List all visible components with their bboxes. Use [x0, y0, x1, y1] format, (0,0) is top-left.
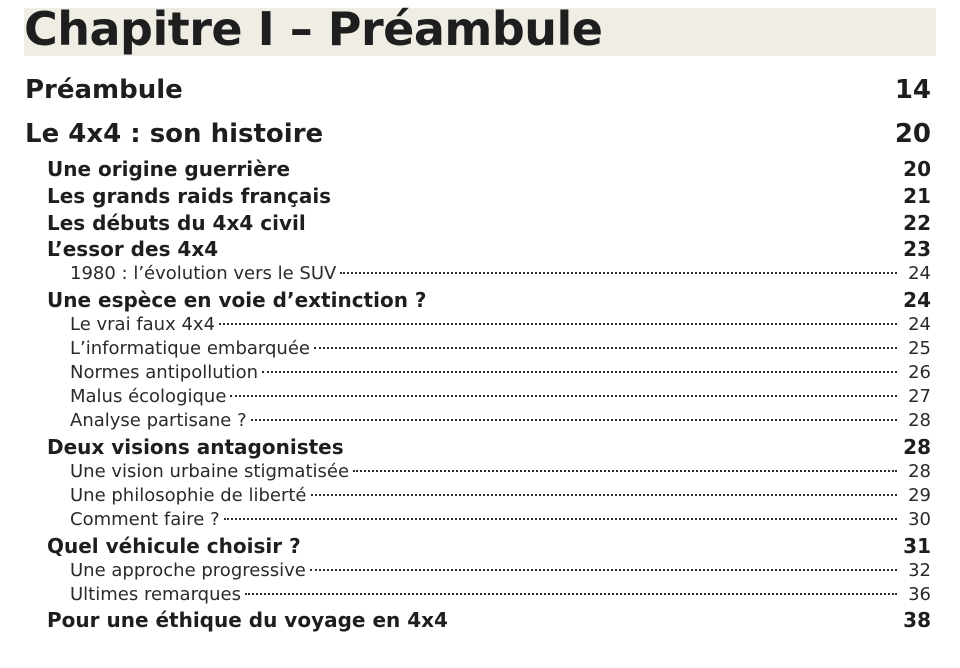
- dot-leader: [340, 272, 897, 274]
- toc-entry[interactable]: [70, 262, 931, 286]
- toc-page-number: 28: [903, 435, 931, 459]
- toc-entry-title: Les grands raids français: [47, 184, 332, 208]
- toc-page-number: 38: [903, 608, 931, 632]
- toc-entry[interactable]: [47, 434, 931, 460]
- toc-entry[interactable]: [70, 337, 931, 361]
- toc-page-number: 23: [903, 237, 931, 261]
- chapter-title: Chapitre I – Préambule: [24, 2, 603, 56]
- dot-leader: [353, 470, 897, 472]
- toc-entry-title: L’essor des 4x4: [47, 237, 219, 261]
- toc-entry[interactable]: [47, 156, 931, 182]
- toc-page-number: 21: [903, 184, 931, 208]
- toc-entry[interactable]: [70, 361, 931, 385]
- toc-page-number: 24: [903, 288, 931, 312]
- toc-entry-title: Malus écologique: [70, 386, 227, 407]
- chapter-header: [24, 2, 936, 56]
- toc-entry-title: Une vision urbaine stigmatisée: [70, 461, 350, 482]
- toc-entry-title: Une philosophie de liberté: [70, 485, 307, 506]
- toc-page-number: 22: [903, 211, 931, 235]
- toc-page-number: 31: [903, 534, 931, 558]
- dot-leader: [310, 569, 897, 571]
- toc-entry[interactable]: [47, 607, 931, 633]
- dot-leader: [219, 323, 897, 325]
- toc-entry[interactable]: [25, 73, 931, 107]
- dot-leader: [262, 371, 897, 373]
- toc-page-number: 36: [908, 584, 931, 605]
- toc-page-number: 29: [908, 485, 931, 506]
- toc-page-number: 27: [908, 386, 931, 407]
- toc-entry[interactable]: [47, 236, 931, 262]
- toc-entry[interactable]: [70, 313, 931, 337]
- toc-entry[interactable]: [70, 583, 931, 607]
- toc-entry[interactable]: [47, 183, 931, 209]
- toc-entry[interactable]: [70, 385, 931, 409]
- toc-entry[interactable]: [70, 508, 931, 532]
- toc-entry[interactable]: [47, 287, 931, 313]
- dot-leader: [311, 494, 897, 496]
- toc-entry-title: Une approche progressive: [70, 560, 306, 581]
- toc-page-number: 24: [908, 263, 931, 284]
- toc-entry[interactable]: [47, 210, 931, 236]
- toc-page-number: 24: [908, 314, 931, 335]
- toc-entry-title: Ultimes remarques: [70, 584, 241, 605]
- toc-page-number: 20: [903, 157, 931, 181]
- toc-entry-title: 1980 : l’évolution vers le SUV: [70, 263, 337, 284]
- toc-entry[interactable]: [25, 117, 931, 151]
- toc-entry-title: Une origine guerrière: [47, 157, 291, 181]
- toc-page-number: 26: [908, 362, 931, 383]
- toc-entry[interactable]: [70, 484, 931, 508]
- dot-leader: [314, 347, 897, 349]
- toc-page-number: 20: [894, 119, 931, 149]
- toc-page-number: 30: [908, 509, 931, 530]
- toc-entry-title: Le vrai faux 4x4: [70, 314, 216, 335]
- toc-entry-title: Analyse partisane ?: [70, 410, 247, 431]
- toc-entry-title: Quel véhicule choisir ?: [47, 534, 301, 558]
- toc-entry[interactable]: [70, 409, 931, 433]
- toc-entry-title: Le 4x4 : son histoire: [25, 119, 324, 149]
- toc-entry-title: Préambule: [25, 75, 183, 105]
- toc-entry-title: Comment faire ?: [70, 509, 220, 530]
- toc-entry-title: Les débuts du 4x4 civil: [47, 211, 306, 235]
- dot-leader: [251, 419, 897, 421]
- dot-leader: [230, 395, 897, 397]
- toc-entry[interactable]: [70, 559, 931, 583]
- toc-entry-title: Une espèce en voie d’extinction ?: [47, 288, 427, 312]
- toc-page-number: 32: [908, 560, 931, 581]
- toc-page-number: 14: [894, 75, 931, 105]
- toc-page-number: 28: [908, 410, 931, 431]
- toc-entry[interactable]: [70, 460, 931, 484]
- toc-entry-title: Normes antipollution: [70, 362, 259, 383]
- toc-entry-title: L’informatique embarquée: [70, 338, 310, 359]
- dot-leader: [224, 518, 897, 520]
- toc-page-number: 28: [908, 461, 931, 482]
- toc-entry-title: Pour une éthique du voyage en 4x4: [47, 608, 448, 632]
- toc-page-number: 25: [908, 338, 931, 359]
- dot-leader: [245, 593, 897, 595]
- toc-entry-title: Deux visions antagonistes: [47, 435, 344, 459]
- toc-entry[interactable]: [47, 533, 931, 559]
